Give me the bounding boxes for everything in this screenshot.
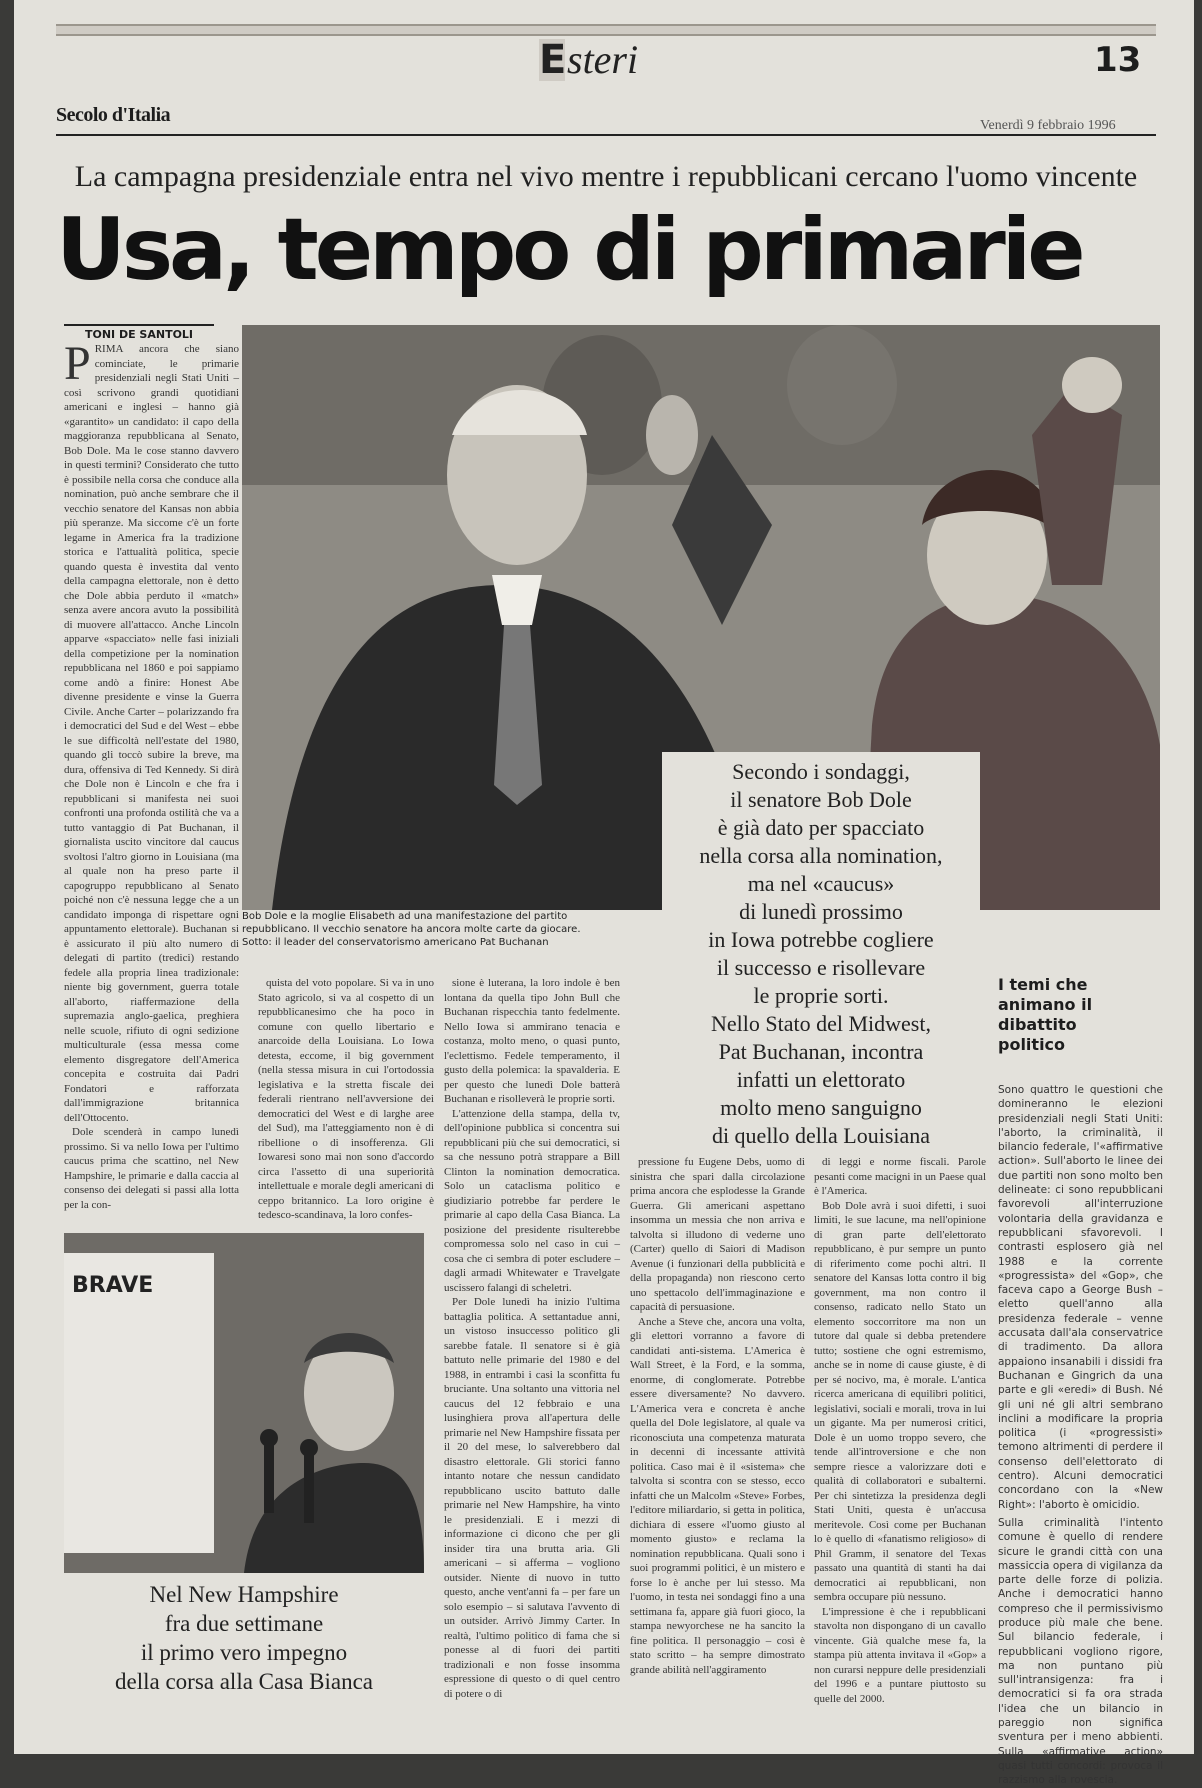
- lower-caption-line: il primo vero impegno: [140, 1640, 348, 1665]
- column-paragraph: RIMA ancora che siano cominciate, le primarie presidenziali negli Stati Uniti – così scrivono grandi quotidiani americani e inglesi – hanno già «garantito» un candidato: il capo della maggioranza repubblicana al Senato, Bob Dole. Ma le cose stanno davvero in questi termini? Considerato che tutto è possibile nella corsa che conduce alla nomination, può anche sembrare che il vecchio senatore del Kansas non abbia più speranze. Ma siccome c'è un forte legame in America fra la tradizione storica e l'attualità politica, specie quando questa è investita dal vento della campagna elettorale, non è detto che Dole abbia perduto il «match» senza avere ancora avuto la possibilità di muovere all'attacco. Anche Lincoln apparve «spacciato» nelle fasi iniziali della competizione per la nomination repubblicana nel 1860 e poi sappiamo come andò a finire: Honest Abe divenne presidente e vinse la Guerra Civile. Anche Carter – polarizzando fra i democratici del Sud e del West – ebbe le sue difficoltà nell'estate del 1980, quando gli toccò subire la breve, ma dura, offensiva di Ted Kennedy. Si dirà che Dole non è Lincoln e che fra i repubblicani si manifesta nei suoi confronti una profonda ostilità che va a tutto vantaggio di Pat Buchanan, il giornalista uscito vincitore dal caucus svoltosi l'altro giorno in Louisiana (ma al quale non ha preso parte il capogruppo repubblicano al Senato poiché non c'è nessuna legge che a un candidato imponga di rispettare ogni appuntamento elettorale). Buchanan si è assicurato il più alto numero di delegati di partito (tredici) restando fedele alla propria linea tradizionale: niente big government, guerra totale all'aborto, riaffermazione della supremazia anglo-gaelica, preghiera nelle scuole, rifiuto di ogni sedizione multiculturale (essa messa come elemento disgregatore dell'America concepita e costruita dai Padri Fondatori e rafforzata dall'immigrazione britannica dell'Ottocento.: [64, 343, 239, 1124]
- page-number: 13: [1094, 40, 1142, 80]
- pull-quote-line: Nello Stato del Midwest,: [711, 1011, 931, 1036]
- main-photo-caption: Bob Dole e la moglie Elisabeth ad una manifestazione del partito repubblicano. Il vecchio senatore ha ancora molte carte da giocare. Sotto: il leader del conservatorismo americano Pat Buchanan: [242, 911, 581, 948]
- article-kicker: La campagna presidenziale entra nel vivo mentre i repubblicani cercano l'uomo vincente: [74, 160, 1138, 193]
- lower-caption-line: fra due settimane: [164, 1611, 324, 1636]
- column-paragraph: Per Dole lunedì ha inizio l'ultima battaglia politica. A settantadue anni, un vistoso insuccesso politico gli sarebbe fatale. Il senatore si è già battuto nelle primarie del 1980 e del 1988, in entrambi i casi la sconfitta fu bruciante. Una soltanto una vittoria nel caucus del 12 febbraio e una lusinghiera prova all'apertura delle primarie nel New Hampshire fissata per il 20 del mese, lo salverebbero dal disastro elettorale. Gli storici fanno intanto notare che nessun candidato repubblicano uscito battuto dalle primarie nel New Hampshire, ha vinto le presidenziali. E i mezzi di informazione ci dicono che per gli insider tira una brutta aria. Gli americani – si afferma – vogliono outsider. Niente di nuovo in tutto questo, anche vent'anni fa – per fare un solo esempio – si salutava l'avvento di un outsider. Arrivò Jimmy Carter. In realtà, l'ultimo politico di fama che si ponesse al di fuori dei partiti tradizionali e non fosse insomma espressione di questo o di quel centro di potere o di: [444, 1296, 620, 1700]
- column-paragraph: pressione fu Eugene Debs, uomo di sinistra che spari dalla circolazione prima ancora che esplodesse la Grande Guerra. Gli americani aspettano insomma un messia che non arriva e talvolta si illudono di vederne uno (Carter) quello di Saiori di Madison Avenue (i funzionari della pubblicità e della propaganda) non riescono certo uno spettacolo dell'immaginazione e capacità di persuasione.: [630, 1156, 805, 1313]
- article-headline: Usa, tempo di primarie: [56, 200, 1082, 300]
- pull-quote-line: le proprie sorti.: [753, 983, 889, 1008]
- sidebar-paragraph: Sono quattro le questioni che domineranno le elezioni presidenziali negli Stati Uniti: l'aborto, la criminalità, il bilancio federale, l'«affirmative action». Sull'aborto le linee dei due partiti non sono molto ben delineate: ci sono repubblicani favorevoli all'interruzione volontaria della gravidanza e repubblicani sfavorevoli. I contrasti esplosero già nel 1988 e la corrente «progressista» del «Gop», che faceva capo a George Bush – eletto quell'anno alla presidenza federale – venne accusata dall'ala conservatrice di tradimento. Da allora appaiono insanabili i dissidi fra Buchanan e Gingrich da una parte e gli «eredi» di Bush. Né gli uni né gli altri sembrano inclini a modificare la propria politica (i «progressisti» temono altrimenti di perdere il consenso dell'elettorato di centro). Alcuni democratici concordano con la «New Right»: l'aborto è omicidio.: [998, 1084, 1163, 1511]
- newspaper-page: [14, 0, 1194, 1787]
- issue-date: Venerdì 9 febbraio 1996: [980, 118, 1116, 133]
- byline: TONI DE SANTOLI: [64, 324, 214, 341]
- column-paragraph: L'attenzione della stampa, della tv, dell'opinione pubblica si concentra sui repubblicani più che sui democratici, si sa che nessuno potrà strappare a Bill Clinton la nomination democratica. Solo un cataclisma politico e giudiziario potrebbe far perdere le primarie al capo della Casa Bianca. La posizione del presidente risulterebbe compromessa solo nel caso in cui – cosa che ci sembra di poter escludere – dagli armadi Whitewater e Travelgate uscissero falangi di scheletri.: [444, 1107, 620, 1294]
- column-paragraph: Bob Dole avrà i suoi difetti, i suoi limiti, le sue lacune, ma nell'opinione di gran parte dell'elettorato repubblicano, è pur sempre un punto di riferimento come pochi altri. Il senatore del Kansas lotta contro il big government, ma non contro il consenso, radicato nello Stato un elemento soccorritore ma non un tutore dal quale si debba pretendere tutto; sostiene che ogni estremismo, anche se in nome di cause giuste, è di per sé nocivo, ma, è morale. L'antica ricerca americana di equilibri politici, legislativi, sociali e morali, trova in lui un gigante. Ma per numerosi critici, Dole è un uomo troppo severo, che tende all'introversione e che non sempre riesce a valorizzare doti e qualità di collaboratori e subalterni. Per chi sintetizza la presidenza degli Stati Uniti, questa è un'accusa meritevole. Così come per Buchanan lo è quello di «fanatismo religioso» di Phil Gramm, il senatore del Texas passato una quantità di stanti ha dai democratici ai repubblicani, non sembra occupare più nessuno.: [814, 1199, 986, 1603]
- pull-quote: [662, 752, 980, 1148]
- article-column-3: [444, 976, 620, 1731]
- article-column-2: [258, 976, 434, 1221]
- drop-cap: P: [64, 337, 91, 390]
- column-paragraph: di leggi e norme fiscali. Parole pesanti come macigni in un Paese qual è l'America.: [814, 1156, 986, 1197]
- pull-quote-line: di quello della Louisiana: [711, 1123, 931, 1148]
- article-column-4: [630, 1155, 805, 1733]
- pull-quote-line: infatti un elettorato: [736, 1067, 906, 1092]
- photo-banner-text: BRAVE: [72, 1273, 154, 1298]
- article-column-1: [64, 337, 239, 1211]
- column-paragraph: Dole scenderà in campo lunedì prossimo. Si va nello Iowa per l'ultimo caucus prima che scattino, nel New Hampshire, le primarie e dalla caccia al consenso dei delegati si passi alla lotta per la con-: [64, 1126, 239, 1211]
- pull-quote-line: Pat Buchanan, incontra: [718, 1039, 924, 1064]
- header-rule: [56, 134, 1156, 136]
- pull-quote-line: Secondo i sondaggi,: [732, 759, 910, 784]
- lower-caption-line: della corsa alla Casa Bianca: [115, 1669, 373, 1694]
- sidebar-paragraph: Sulla criminalità l'intento comune è quello di rendere sicure le grandi città con una massiccia opera di vigilanza da parte delle forze di polizia. Anche i democratici hanno compreso che il permissivismo produce più male che bene. Sul bilancio federale, i repubblicani vogliono rigore, ma non puntano più sull'intransigenza: fra i democratici si fa ora strada l'idea che un bilancio in pareggio non significa sventura per i meno abbienti. Sulla «affirmative action» quasi tutti concordi: provoca il razzismo alla rovescia.: [998, 1516, 1163, 1787]
- lower-photo: [64, 1233, 424, 1573]
- lower-caption-line: Nel New Hampshire: [149, 1582, 339, 1607]
- pull-quote-line: nella corsa alla nomination,: [699, 843, 943, 868]
- pull-quote-line: di lunedì prossimo: [739, 899, 903, 924]
- pull-quote-line: il successo e risollevare: [716, 955, 926, 980]
- pull-quote-line: ma nel «caucus»: [747, 871, 895, 896]
- pull-quote-line: molto meno sanguigno: [720, 1095, 922, 1120]
- column-paragraph: quista del voto popolare. Si va in uno Stato agricolo, si va al cospetto di un repubblicanesimo che ha poco in comune con quello libertario e anarcoide della Louisiana. Lo Iowa detesta, eccome, il big government (nella stessa misura in cui l'ortodossia legislativa e la stretta fiscale dei federali rientrano nell'avversione dei democratici del West e di larghe aree del Sud), ma l'atteggiamento non è di ribellione o di insofferenza. Gli Iowaresi sono mai non sono d'accordo circa l'assetto di una superiorità intellettuale e morale degli americani di ceppo britannico. La loro origine è tedesco-scandinava, la loro confes-: [258, 977, 434, 1221]
- lower-photo-caption: [64, 1580, 424, 1696]
- section-title: [539, 36, 638, 83]
- sidebar-box: [998, 1083, 1163, 1787]
- masthead: Secolo d'Italia: [56, 104, 171, 126]
- column-paragraph: sione è luterana, la loro indole è ben lontana da quella tipo John Bull che Buchanan rispecchia tanto fedelmente. Nello Iowa si ammirano tenacia e costanza, molto meno, o quasi punto, l'eclettismo. Fedele temperamento, il gusto della polemica: la spavalderia. E per questo che lunedì Dole batterà Buchanan e risolleverà le proprie sorti.: [444, 977, 620, 1105]
- pull-quote-line: il senatore Bob Dole: [730, 787, 912, 812]
- pull-quote-line: è già dato per spacciato: [717, 815, 925, 840]
- section-letter-block: E: [539, 37, 567, 83]
- section-title-rest: steri: [567, 37, 639, 82]
- pull-quote-line: in Iowa potrebbe cogliere: [708, 927, 934, 952]
- top-rule: [56, 24, 1156, 36]
- article-column-5: [814, 1155, 986, 1733]
- column-paragraph: L'impressione è che i repubblicani stavolta non dispongano di un cavallo vincente. Già qualche mese fa, la stampa più attenta invitava il «Gop» a non curarsi neppure delle presidenziali del 1996 e a puntare piuttosto su quelle del 2000.: [814, 1605, 986, 1705]
- column-paragraph: Anche a Steve che, ancora una volta, gli elettori vorranno a favore di candidati anti-sistema. L'America è Wall Street, è la Ford, e la somma, enorme, di conglomerate. Potrebbe essere diversamente? No davvero. L'America vera e concreta è anche quella del Dole legislatore, al quale va riconosciuta una competenza maturata in decenni di incessante attività politica. Caso mai è il «sistema» che talvolta si scontra con se stesso, ecco infatti che un Malcolm «Steve» Forbes, l'editore miliardario, si getta in politica, dichiara di essere «l'uomo giusto al momento giusto» e reclama la nomination repubblicana. Quali sono i suoi programmi politici, è un mistero e forse lo è anche per lui stesso. Ma l'uomo, in testa nei sondaggi fino a una settimana fa, appare già fuori gioco, la stampa newyorchese ne ha sancito la fine politica. Il personaggio – così è stato scritto – ha sempre dimostrato grande abilità nell'aggiramento: [630, 1315, 805, 1676]
- sidebar-title: I temi che animano il dibattito politico: [998, 975, 1093, 1054]
